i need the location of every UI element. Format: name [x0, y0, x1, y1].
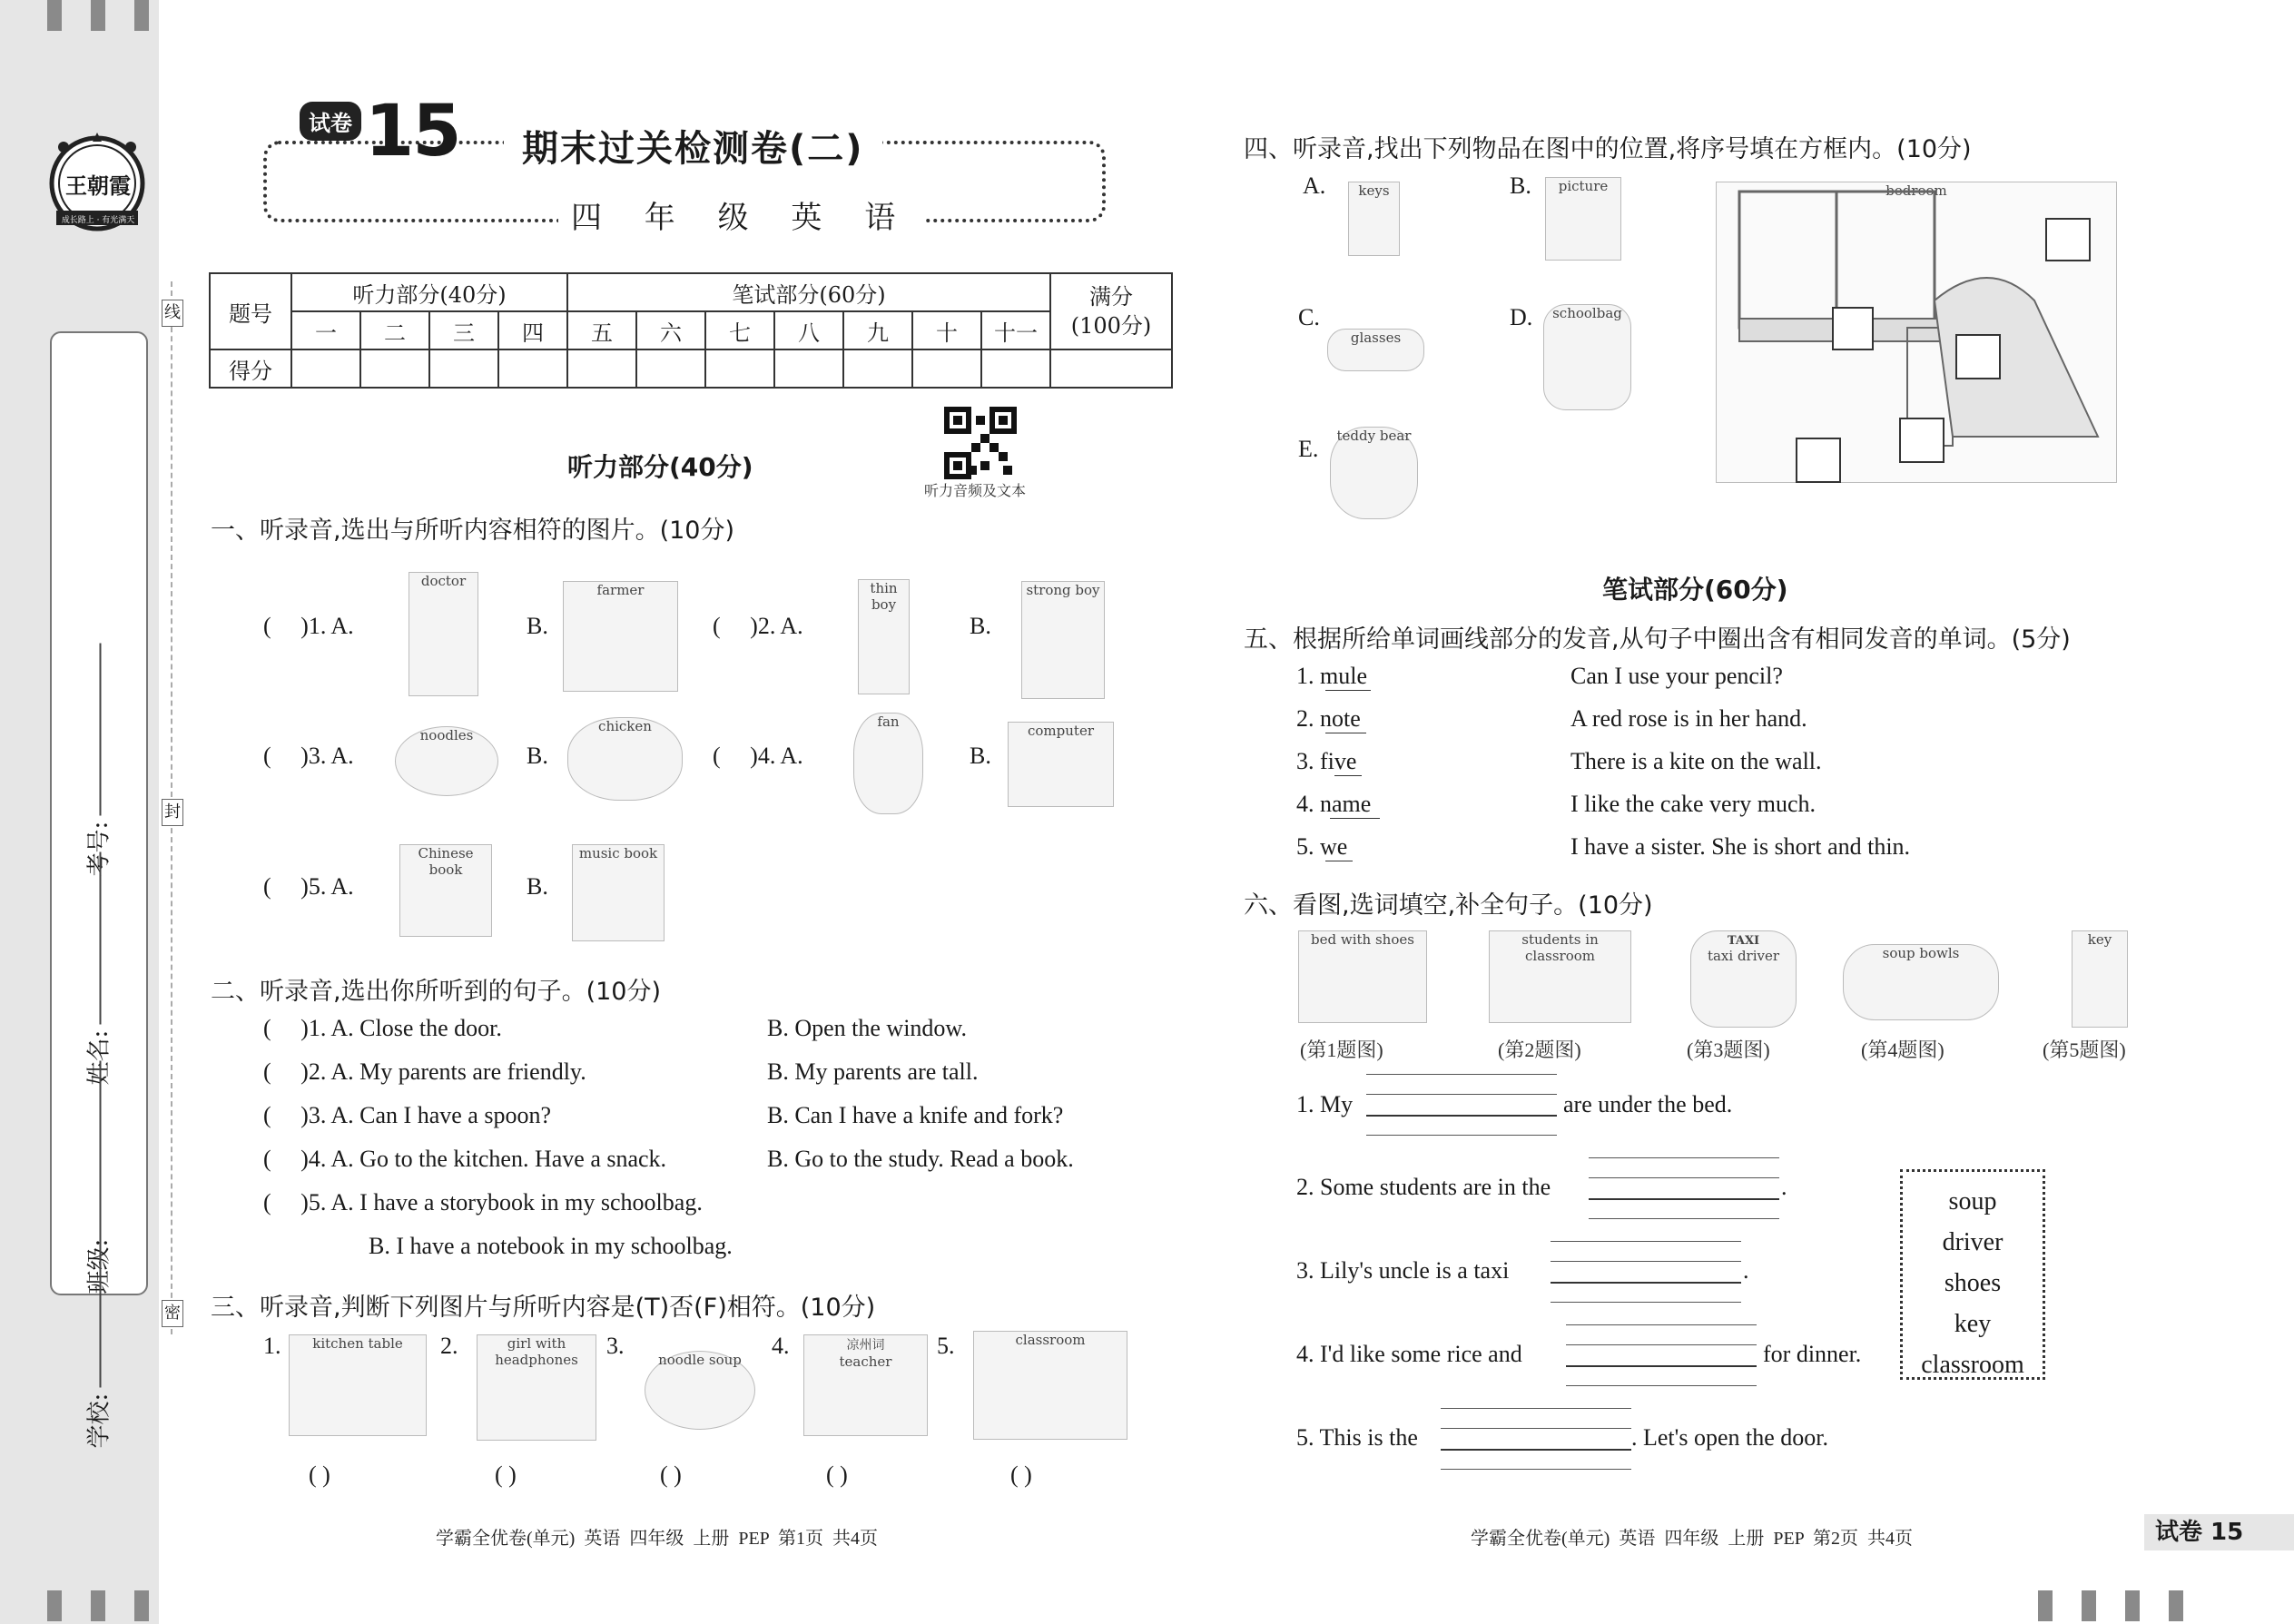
- word-bank-item: driver: [1942, 1228, 2004, 1256]
- score-input-cell[interactable]: [498, 349, 567, 388]
- q6-pic-5: key: [2072, 930, 2128, 1028]
- q6-sentence-5-post: . Let's open the door.: [1631, 1424, 1828, 1451]
- score-table: [209, 272, 1173, 389]
- q4-pic-glasses: glasses: [1327, 329, 1424, 371]
- word-bank-item: classroom: [1921, 1351, 2024, 1379]
- score-input-cell[interactable]: [567, 349, 636, 388]
- writing-line: [1366, 1094, 1557, 1095]
- footer-left: 学霸全优卷(单元) 英语 四年级 上册 PEP 第1页 共4页: [436, 1529, 879, 1549]
- q4-pic-keys: keys: [1348, 182, 1400, 256]
- q3-pic-2: girl with headphones: [477, 1334, 596, 1441]
- tick-mark: [2082, 1590, 2096, 1621]
- q6-blank-4[interactable]: [1566, 1365, 1757, 1367]
- name-field[interactable]: 姓名:: [81, 723, 114, 1086]
- q1-5-b-label: B.: [527, 873, 548, 900]
- q6-blank-1[interactable]: [1366, 1115, 1557, 1117]
- paper-number: 15: [365, 91, 460, 172]
- q3-answer-4[interactable]: ( ): [826, 1462, 848, 1488]
- q5-word-5: 5. we: [1296, 833, 1348, 860]
- q2-5-option-b: B. I have a notebook in my schoolbag.: [369, 1233, 733, 1259]
- q6-sentence-1-pre: 1. My: [1296, 1091, 1354, 1117]
- score-input-cell[interactable]: [705, 349, 774, 388]
- tick-mark: [134, 0, 149, 31]
- q6-sentence-2-post: .: [1781, 1174, 1787, 1200]
- tick-mark: [91, 1590, 105, 1621]
- q3-pic-5: classroom: [973, 1331, 1127, 1440]
- q3-num-4: 4.: [772, 1333, 790, 1359]
- writing-line: [1441, 1469, 1631, 1470]
- q5-word-4: 4. name: [1296, 791, 1372, 817]
- q5-heading: 五、根据所给单词画线部分的发音,从句子中圈出含有相同发音的单词。(5分): [1244, 625, 2071, 654]
- col-full-score: 满分 (100分): [1050, 273, 1172, 349]
- q4-answer-box-4[interactable]: [1899, 418, 1944, 463]
- writing-line: [1551, 1261, 1741, 1262]
- q6-caption-3: (第3题图): [1687, 1038, 1770, 1061]
- score-input-cell[interactable]: [981, 349, 1050, 388]
- writing-line: [1589, 1177, 1779, 1178]
- writing-line: [1366, 1074, 1557, 1075]
- q2-item-2: ( )2. A. My parents are friendly.: [263, 1058, 586, 1085]
- q4-answer-box-1[interactable]: [2045, 218, 2091, 261]
- q3-answer-1[interactable]: ( ): [309, 1462, 330, 1488]
- q6-sentence-3-post: .: [1743, 1257, 1749, 1284]
- writing-line: [1589, 1157, 1779, 1158]
- writing-line: [1551, 1302, 1741, 1303]
- q6-blank-2[interactable]: [1589, 1198, 1779, 1200]
- q4-pic-picture: picture: [1545, 177, 1621, 261]
- word-bank-item: shoes: [1944, 1269, 2002, 1297]
- section-cell: 八: [774, 311, 843, 349]
- q3-num-3: 3.: [606, 1333, 625, 1359]
- logo-text: 王朝霞: [65, 172, 131, 199]
- q6-sentence-3-pre: 3. Lily's uncle is a taxi: [1296, 1257, 1510, 1284]
- tick-mark: [2169, 1590, 2183, 1621]
- tick-mark: [134, 1590, 149, 1621]
- section-cell: 四: [498, 311, 567, 349]
- q6-pic-4: soup bowls: [1843, 944, 1999, 1020]
- row-score-label: 得分: [210, 349, 291, 388]
- q5-sentence-4[interactable]: I like the cake very much.: [1570, 791, 1816, 817]
- q1-1-pic-a[interactable]: doctor: [409, 572, 478, 696]
- tick-mark: [91, 0, 105, 31]
- score-input-cell[interactable]: [429, 349, 498, 388]
- q1-item-1: ( )1. A.: [263, 613, 354, 639]
- q5-word-1: 1. mule: [1296, 663, 1367, 689]
- logo-subtext: 成长路上 · 有光满天: [61, 216, 135, 225]
- qr-code[interactable]: [944, 407, 1017, 479]
- q4-label-d: D.: [1510, 304, 1533, 330]
- q2-item-1: ( )1. A. Close the door.: [263, 1015, 502, 1041]
- student-info-box: [50, 331, 148, 1449]
- q3-pic-3: noodle soup: [645, 1351, 755, 1430]
- q1-4-b-label: B.: [970, 743, 991, 769]
- q1-item-5: ( )5. A.: [263, 873, 354, 900]
- q1-3-b-label: B.: [527, 743, 548, 769]
- listening-section-title: 听力部分(40分): [567, 452, 753, 482]
- q1-5-pic-b[interactable]: music book: [572, 844, 665, 941]
- col-listening: 听力部分(40分): [291, 273, 567, 311]
- word-bank-item: key: [1954, 1310, 1992, 1338]
- paper-badge: 试卷: [300, 102, 361, 141]
- q6-pic-2: students in classroom: [1489, 930, 1631, 1023]
- col-question-no: 题号: [210, 273, 291, 349]
- q6-sentence-2-pre: 2. Some students are in the: [1296, 1174, 1551, 1200]
- q6-sentence-4-pre: 4. I'd like some rice and: [1296, 1341, 1522, 1367]
- q1-3-pic-b[interactable]: chicken: [567, 717, 683, 801]
- q4-answer-box-5[interactable]: [1796, 438, 1841, 483]
- writing-line: [1566, 1385, 1757, 1386]
- q1-4-pic-a[interactable]: fan: [853, 713, 923, 814]
- section-cell: 十一: [981, 311, 1050, 349]
- q5-sentence-1[interactable]: Can I use your pencil?: [1570, 663, 1783, 689]
- q6-heading: 六、看图,选词填空,补全句子。(10分): [1244, 891, 1653, 920]
- underline-mark: [1325, 690, 1371, 691]
- paper-title: 期末过关检测卷(二): [504, 120, 882, 172]
- q4-pic-schoolbag: schoolbag: [1543, 304, 1631, 410]
- q6-sentence-1-post: are under the bed.: [1563, 1091, 1733, 1117]
- q1-4-pic-b[interactable]: computer: [1008, 722, 1114, 807]
- q6-pic-3: TAXI taxi driver: [1690, 930, 1797, 1028]
- seal-char-mi: 密: [162, 1300, 183, 1327]
- publisher-logo: [44, 127, 151, 234]
- q5-sentence-2[interactable]: A red rose is in her hand.: [1570, 705, 1807, 732]
- tick-mark: [2125, 1590, 2140, 1621]
- page-corner-tag: 试卷 15: [2144, 1514, 2294, 1550]
- score-input-cell[interactable]: [636, 349, 705, 388]
- q4-pic-teddy: teddy bear: [1330, 427, 1418, 519]
- q3-pic-1: kitchen table: [289, 1334, 427, 1436]
- q1-item-4: ( )4. A.: [713, 743, 803, 769]
- col-writing: 笔试部分(60分): [567, 273, 1050, 311]
- score-input-cell[interactable]: [843, 349, 912, 388]
- q2-1-option-b: B. Open the window.: [767, 1015, 968, 1041]
- q6-caption-5: (第5题图): [2043, 1038, 2126, 1061]
- q6-caption-4: (第4题图): [1861, 1038, 1944, 1061]
- tick-mark: [2038, 1590, 2053, 1621]
- q6-blank-3[interactable]: [1551, 1282, 1741, 1284]
- score-input-cell[interactable]: [360, 349, 429, 388]
- q3-answer-5[interactable]: ( ): [1010, 1462, 1032, 1488]
- writing-line: [1366, 1135, 1557, 1136]
- q1-2-pic-b[interactable]: strong boy: [1021, 581, 1105, 699]
- q5-sentence-5[interactable]: I have a sister. She is short and thin.: [1570, 833, 1911, 860]
- class-field[interactable]: 班级:: [81, 931, 114, 1294]
- score-input-cell[interactable]: [1050, 349, 1172, 388]
- q6-blank-5[interactable]: [1441, 1449, 1631, 1451]
- q3-num-2: 2.: [440, 1333, 458, 1359]
- writing-line: [1441, 1408, 1631, 1409]
- q6-sentence-4-post: for dinner.: [1763, 1341, 1862, 1367]
- q5-word-2: 2. note: [1296, 705, 1361, 732]
- q6-caption-2: (第2题图): [1498, 1038, 1581, 1061]
- writing-section-title: 笔试部分(60分): [1602, 575, 1788, 605]
- q2-item-5: ( )5. A. I have a storybook in my schoolbag.: [263, 1189, 703, 1216]
- q5-word-3: 3. five: [1296, 748, 1357, 774]
- q3-num-1: 1.: [263, 1333, 281, 1359]
- q3-heading: 三、听录音,判断下列图片与所听内容是(T)否(F)相符。(10分): [211, 1294, 876, 1322]
- writing-line: [1551, 1241, 1741, 1242]
- section-cell: 一: [291, 311, 360, 349]
- q3-num-5: 5.: [937, 1333, 955, 1359]
- q5-sentence-3[interactable]: There is a kite on the wall.: [1570, 748, 1822, 774]
- writing-line: [1566, 1344, 1757, 1345]
- q1-item-2: ( )2. A.: [713, 613, 803, 639]
- q3-answer-2[interactable]: ( ): [495, 1462, 517, 1488]
- q2-heading: 二、听录音,选出你所听到的句子。(10分): [211, 978, 662, 1006]
- underline-mark: [1330, 818, 1380, 819]
- section-cell: 五: [567, 311, 636, 349]
- section-cell: 七: [705, 311, 774, 349]
- q4-answer-box-3[interactable]: [1955, 334, 2001, 379]
- q2-4-option-b: B. Go to the study. Read a book.: [767, 1146, 1074, 1172]
- q2-2-option-b: B. My parents are tall.: [767, 1058, 979, 1085]
- footer-right: 学霸全优卷(单元) 英语 四年级 上册 PEP 第2页 共4页: [1471, 1529, 1914, 1549]
- q1-1-b-label: B.: [527, 613, 548, 639]
- q1-2-b-label: B.: [970, 613, 991, 639]
- q1-3-pic-a[interactable]: noodles: [395, 726, 498, 796]
- q4-label-c: C.: [1298, 304, 1320, 330]
- score-input-cell[interactable]: [774, 349, 843, 388]
- q4-heading: 四、听录音,找出下列物品在图中的位置,将序号填在方框内。(10分): [1244, 135, 1972, 163]
- seal-char-feng: 封: [162, 799, 183, 826]
- q1-heading: 一、听录音,选出与所听内容相符的图片。(10分): [211, 517, 735, 545]
- q4-label-b: B.: [1510, 172, 1531, 199]
- underline-mark: [1334, 775, 1362, 776]
- q2-item-4: ( )4. A. Go to the kitchen. Have a snack.: [263, 1146, 667, 1172]
- score-input-cell[interactable]: [912, 349, 981, 388]
- q4-bedroom-scene: bedroom: [1716, 182, 2117, 483]
- section-cell: 二: [360, 311, 429, 349]
- seal-char-xian: 线: [162, 300, 183, 327]
- q4-label-a: A.: [1303, 172, 1326, 199]
- q3-answer-3[interactable]: ( ): [660, 1462, 682, 1488]
- word-bank-item: soup: [1948, 1187, 1997, 1216]
- q4-label-e: E.: [1298, 436, 1319, 462]
- writing-line: [1589, 1218, 1779, 1219]
- section-cell: 九: [843, 311, 912, 349]
- q1-item-3: ( )3. A.: [263, 743, 354, 769]
- q6-caption-1: (第1题图): [1300, 1038, 1383, 1061]
- q4-answer-box-2[interactable]: [1832, 307, 1874, 350]
- subject-title: 四 年 级 英 语: [558, 192, 924, 237]
- school-field[interactable]: 学校:: [81, 1086, 114, 1449]
- qr-code-icon: [944, 407, 1017, 479]
- q1-1-pic-b[interactable]: farmer: [563, 581, 678, 692]
- qr-caption: 听力音频及文本: [924, 482, 1027, 499]
- exam-number-field[interactable]: 考号:: [81, 514, 114, 877]
- writing-line: [1441, 1428, 1631, 1429]
- tick-mark: [47, 1590, 62, 1621]
- q2-item-3: ( )3. A. Can I have a spoon?: [263, 1102, 551, 1128]
- section-cell: 六: [636, 311, 705, 349]
- q2-3-option-b: B. Can I have a knife and fork?: [767, 1102, 1064, 1128]
- writing-line: [1566, 1324, 1757, 1325]
- q6-sentence-5-pre: 5. This is the: [1296, 1424, 1418, 1451]
- section-cell: 三: [429, 311, 498, 349]
- q1-2-pic-a[interactable]: thin boy: [858, 579, 910, 694]
- section-cell: 十: [912, 311, 981, 349]
- tick-mark: [47, 0, 62, 31]
- q1-5-pic-a[interactable]: Chinese book: [399, 844, 492, 937]
- q3-pic-4: 凉州词 teacher: [803, 1334, 928, 1436]
- score-input-cell[interactable]: [291, 349, 360, 388]
- q6-pic-1: bed with shoes: [1298, 930, 1427, 1023]
- word-bank-box: [1900, 1169, 2045, 1380]
